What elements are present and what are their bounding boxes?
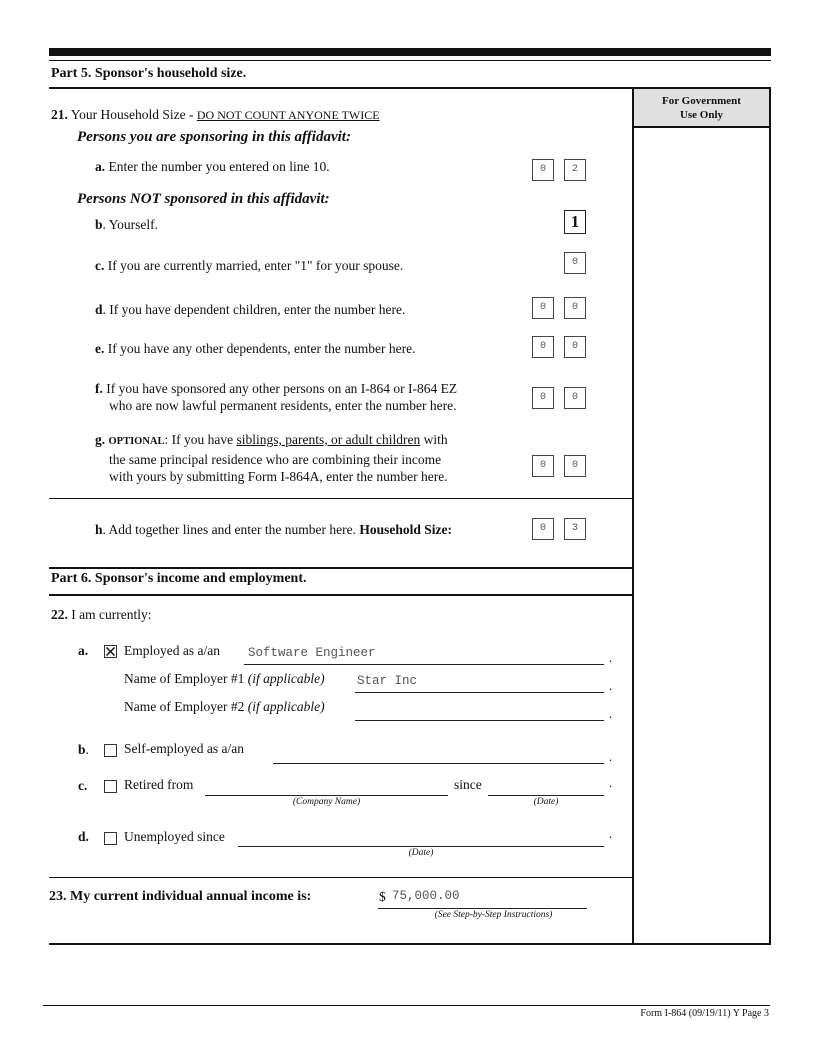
part6-a-letter: a. [78, 643, 89, 658]
employer1-value[interactable]: Star Inc [357, 674, 418, 688]
employer1-period: . [609, 678, 613, 693]
line-g-optional: OPTIONAL [108, 436, 165, 447]
employed-label: Employed as a/an [124, 643, 220, 658]
line-a-digit-2[interactable]: 2 [564, 159, 586, 181]
q21-warning: DO NOT COUNT ANYONE TWICE [196, 108, 380, 122]
line-a [95, 159, 330, 175]
line-f-text-2: who are now lawful permanent residents, enter the number here. [109, 398, 457, 413]
gov-column-left-border [632, 87, 634, 945]
employer1-label-text: Name of Employer #1 [124, 671, 248, 686]
line-h-separator [49, 498, 633, 499]
line-g [95, 431, 448, 486]
line-e [95, 341, 416, 357]
retired-period: . [609, 775, 613, 790]
part6-c-letter: c. [78, 778, 88, 793]
line-g-text-1a: : If you have [164, 432, 237, 447]
line-f-digit-1[interactable]: 0 [532, 387, 554, 409]
q23-caption: (See Step-by-Step Instructions) [434, 910, 553, 920]
q21-line [51, 107, 380, 123]
q23-income-value[interactable]: 75,000.00 [392, 889, 460, 903]
bottom-rule [49, 943, 771, 945]
line-e-digit-1[interactable]: 0 [532, 336, 554, 358]
q23-underline [378, 908, 587, 909]
line-d-digit-1[interactable]: 0 [532, 297, 554, 319]
employer2-label-ital: (if applicable) [247, 699, 325, 714]
employer2-label-text: Name of Employer #2 [124, 699, 248, 714]
part6-heading: Part 6. Sponsor's income and employment. [51, 571, 307, 586]
part6-top-rule [49, 567, 633, 569]
employed-as-underline [244, 664, 604, 665]
unemployed-date-caption: (Date) [408, 848, 434, 858]
line-h [95, 522, 452, 538]
line-f [95, 380, 457, 414]
top-thick-rule [49, 48, 771, 56]
line-g-text-3: with yours by submitting Form I-864A, enter the number here. [109, 469, 448, 484]
line-d-digit-2[interactable]: 0 [564, 297, 586, 319]
line-g-digit-2[interactable]: 0 [564, 455, 586, 477]
employer2-label [124, 699, 325, 715]
employed-checkbox[interactable] [104, 645, 117, 658]
line-g-text-1b: with [420, 432, 448, 447]
unemployed-label: Unemployed since [124, 829, 225, 844]
line-f-digit-2[interactable]: 0 [564, 387, 586, 409]
unemployed-date-underline[interactable] [238, 846, 604, 847]
line-e-digit-2[interactable]: 0 [564, 336, 586, 358]
footer-form-id: Form I-864 (09/19/11) Y Page 3 [640, 1008, 769, 1019]
retired-since-label: since [454, 777, 482, 792]
gov-use-label-1: For Government [662, 95, 741, 107]
part5-heading: Part 5. Sponsor's household size. [51, 66, 247, 81]
gov-use-label-2: Use Only [679, 109, 724, 121]
line-c [95, 258, 403, 274]
line-b-letter: b [95, 217, 103, 232]
q23-currency: $ [379, 889, 386, 904]
part6-d-letter: d. [78, 829, 89, 844]
footer-rule [43, 1005, 770, 1006]
q22-number: 22. [51, 607, 68, 622]
employer2-underline [355, 720, 604, 721]
unemployed-period: . [609, 826, 613, 841]
employer1-underline [355, 692, 604, 693]
part6-b [78, 742, 89, 758]
gov-use-header [634, 89, 769, 126]
q23-separator [49, 877, 633, 878]
line-e-text: If you have any other dependents, enter the number here. [107, 341, 416, 356]
unemployed-checkbox[interactable] [104, 832, 117, 845]
line-g-digit-1[interactable]: 0 [532, 455, 554, 477]
q23-label: 23. My current individual annual income is: [49, 889, 312, 904]
line-b-value[interactable]: 1 [564, 210, 586, 234]
employer2-period: . [609, 706, 613, 721]
line-a-text: Enter the number you entered on line 10. [108, 159, 330, 174]
line-e-letter: e. [95, 341, 105, 356]
q22-text: I am currently: [71, 607, 152, 622]
q21-number: 21. [51, 107, 68, 122]
part6-bottom-rule [49, 594, 633, 596]
retired-company-caption: (Company Name) [292, 797, 361, 807]
line-f-text-1: If you have sponsored any other persons on an I-864 or I-864 EZ [106, 381, 458, 396]
persons-sponsoring-heading: Persons you are sponsoring in this affidavit: [77, 129, 351, 145]
line-h-digit-1[interactable]: 0 [532, 518, 554, 540]
q22-line [51, 607, 151, 623]
self-employed-underline[interactable] [273, 763, 604, 764]
persons-not-sponsored-heading: Persons NOT sponsored in this affidavit: [77, 191, 330, 207]
self-employed-period: . [609, 749, 613, 764]
line-h-bold: Household Size: [359, 522, 452, 537]
line-c-text: If you are currently married, enter "1" for your spouse. [107, 258, 404, 273]
line-g-text-1u: siblings, parents, or adult children [236, 432, 421, 447]
line-a-letter: a. [95, 159, 106, 174]
employer1-label-ital: (if applicable) [247, 671, 325, 686]
line-h-digit-2[interactable]: 3 [564, 518, 586, 540]
self-employed-checkbox[interactable] [104, 744, 117, 757]
retired-date-underline[interactable] [488, 795, 604, 796]
line-d-text: . If you have dependent children, enter the number here. [102, 302, 406, 317]
gov-use-header-rule [634, 126, 769, 128]
line-b [95, 217, 158, 233]
line-g-text-2: the same principal residence who are combining their income [109, 451, 442, 467]
line-c-value[interactable]: 0 [564, 252, 586, 274]
top-thin-rule [49, 60, 771, 61]
retired-company-underline[interactable] [205, 795, 448, 796]
q21-text: Your Household Size - [70, 107, 197, 122]
line-h-text: . Add together lines and enter the number here. [102, 522, 360, 537]
line-d-letter: d [95, 302, 103, 317]
gov-column-right-border [769, 87, 771, 945]
line-c-letter: c. [95, 258, 105, 273]
retired-date-caption: (Date) [533, 797, 559, 807]
line-f-letter: f. [95, 381, 103, 396]
line-d [95, 302, 405, 318]
employed-as-period: . [609, 650, 613, 665]
retired-label: Retired from [124, 777, 194, 792]
retired-checkbox[interactable] [104, 780, 117, 793]
employer1-label [124, 671, 325, 687]
line-a-digit-1[interactable]: 0 [532, 159, 554, 181]
part6-b-letter: b [78, 742, 86, 757]
line-b-text: . Yourself. [102, 217, 159, 232]
self-employed-label: Self-employed as a/an [124, 741, 244, 756]
employed-as-value[interactable]: Software Engineer [248, 646, 376, 660]
checkbox-x-icon [105, 646, 116, 657]
line-h-letter: h [95, 522, 103, 537]
line-g-letter: g. [95, 432, 106, 447]
part6-b-dot: . [85, 742, 89, 757]
